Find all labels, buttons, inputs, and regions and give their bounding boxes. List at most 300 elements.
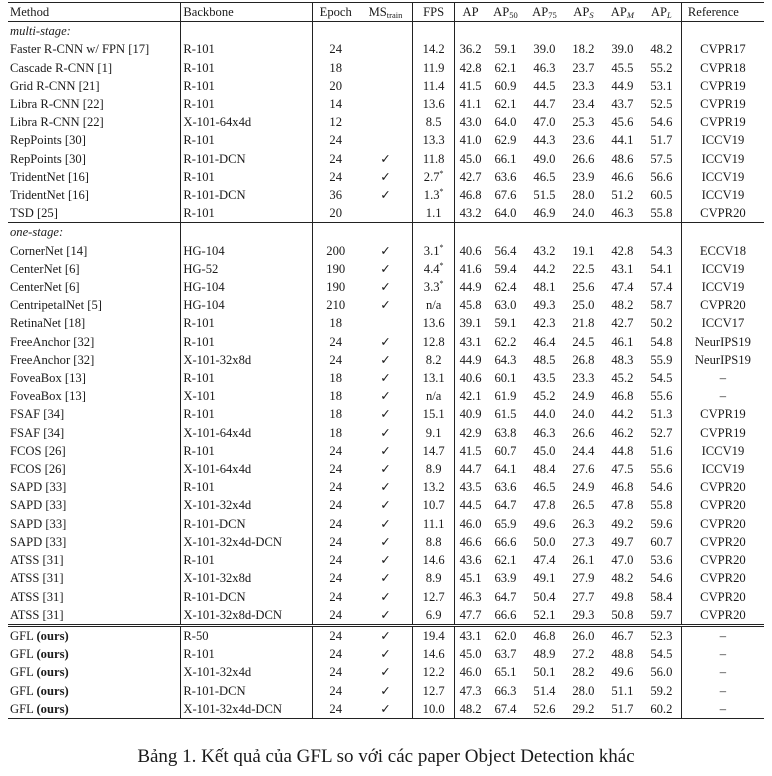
cell-apm: 46.2 bbox=[611, 425, 634, 440]
ours-row bbox=[8, 682, 764, 700]
fps-value: 12.8 bbox=[422, 334, 445, 349]
cell-ap75: 42.3 bbox=[533, 316, 556, 331]
cell-backbone: HG-104 bbox=[181, 242, 312, 260]
cell-fps bbox=[413, 460, 455, 478]
cell-epoch: 18 bbox=[312, 424, 359, 442]
cell-ms-train bbox=[359, 77, 413, 95]
cell-ms-train: ✓ bbox=[380, 462, 391, 477]
cell-ms-train: ✓ bbox=[380, 243, 391, 258]
cell-epoch: 18 bbox=[312, 369, 359, 387]
table-row bbox=[8, 186, 764, 204]
cell-backbone: X-101-32x4d bbox=[181, 663, 312, 681]
cell-ap: 43.5 bbox=[455, 478, 486, 496]
cell-ap: 44.7 bbox=[455, 460, 486, 478]
cell-reference: CVPR17 bbox=[681, 40, 764, 58]
cell-backbone: X-101-64x4d bbox=[181, 113, 312, 131]
cell-method: RepPoints [30] bbox=[10, 151, 86, 166]
cell-backbone: R-101 bbox=[181, 95, 312, 113]
cell-ms-train: ✓ bbox=[380, 261, 391, 276]
cell-aps: 19.1 bbox=[572, 243, 595, 258]
fps-value: 8.9 bbox=[425, 462, 442, 477]
cell-ms-train: ✓ bbox=[380, 151, 391, 166]
cell-ap75: 46.3 bbox=[533, 425, 556, 440]
cell-epoch: 18 bbox=[312, 405, 359, 423]
fps-value: 11.9 bbox=[422, 60, 445, 75]
cell-apm: 44.1 bbox=[611, 133, 634, 148]
table-row bbox=[8, 569, 764, 587]
cell-ms-train: ✓ bbox=[380, 425, 391, 440]
cell-aps: 26.6 bbox=[572, 151, 595, 166]
fps-value: 13.6 bbox=[422, 97, 445, 112]
fps-value: 8.9 bbox=[425, 571, 442, 586]
cell-ap75: 44.5 bbox=[533, 78, 556, 93]
cell-ap50: 64.0 bbox=[494, 206, 517, 221]
cell-method: FSAF [34] bbox=[10, 407, 65, 422]
cell-apl: 58.7 bbox=[650, 298, 673, 313]
cell-ap75: 48.4 bbox=[533, 462, 556, 477]
cell-fps bbox=[413, 625, 455, 645]
cell-method bbox=[8, 700, 181, 719]
cell-apm: 47.4 bbox=[611, 280, 634, 295]
cell-fps bbox=[413, 168, 455, 186]
fps-value: 15.1 bbox=[422, 407, 445, 422]
cell-apl: 59.6 bbox=[650, 516, 673, 531]
cell-ap50: 60.1 bbox=[494, 371, 517, 386]
cell-aps: 23.3 bbox=[572, 78, 595, 93]
cell-reference: – bbox=[681, 663, 764, 681]
cell-ms-train: ✓ bbox=[380, 480, 391, 495]
ours-label: (ours) bbox=[36, 647, 69, 662]
cell-ap50: 66.1 bbox=[494, 151, 517, 166]
cell-backbone: X-101-32x4d bbox=[181, 496, 312, 514]
cell-backbone: R-101 bbox=[181, 314, 312, 332]
cell-backbone: R-101 bbox=[181, 551, 312, 569]
cell-backbone: R-101 bbox=[181, 40, 312, 58]
fps-asterisk: * bbox=[439, 187, 444, 197]
cell-ms-train: ✓ bbox=[380, 407, 391, 422]
cell-epoch: 12 bbox=[312, 113, 359, 131]
table-row bbox=[8, 478, 764, 496]
cell-ap: 42.1 bbox=[455, 387, 486, 405]
cell-ms-train bbox=[359, 40, 413, 58]
header-row bbox=[8, 3, 764, 22]
cell-ap50: 59.4 bbox=[494, 261, 517, 276]
cell-aps: 28.2 bbox=[572, 665, 595, 680]
cell-epoch: 24 bbox=[312, 645, 359, 663]
table-row bbox=[8, 95, 764, 113]
cell-aps: 24.9 bbox=[572, 480, 595, 495]
cell-epoch: 24 bbox=[312, 333, 359, 351]
cell-ms-train: ✓ bbox=[380, 516, 391, 531]
cell-epoch: 36 bbox=[312, 186, 359, 204]
cell-apl: 60.2 bbox=[650, 701, 673, 716]
table-row bbox=[8, 333, 764, 351]
cell-fps bbox=[413, 551, 455, 569]
cell-backbone: R-101-DCN bbox=[181, 682, 312, 700]
cell-ap75: 47.0 bbox=[533, 115, 556, 130]
cell-ap: 45.8 bbox=[455, 296, 486, 314]
cell-ms-train: ✓ bbox=[380, 280, 391, 295]
cell-aps: 24.4 bbox=[572, 443, 595, 458]
cell-fps bbox=[413, 351, 455, 369]
cell-reference: CVPR20 bbox=[681, 496, 764, 514]
cell-fps bbox=[413, 204, 455, 223]
cell-apm: 44.2 bbox=[611, 407, 634, 422]
cell-ap: 46.6 bbox=[455, 533, 486, 551]
cell-reference: CVPR19 bbox=[681, 424, 764, 442]
fps-value: 8.8 bbox=[425, 534, 442, 549]
section-label-row bbox=[8, 223, 764, 242]
cell-reference: ICCV19 bbox=[681, 168, 764, 186]
cell-reference: CVPR18 bbox=[681, 59, 764, 77]
cell-aps: 18.2 bbox=[572, 42, 595, 57]
cell-apl: 54.6 bbox=[650, 115, 673, 130]
cell-apm: 48.2 bbox=[611, 571, 634, 586]
cell-ms-train: ✓ bbox=[380, 298, 391, 313]
cell-ms-train: ✓ bbox=[380, 371, 391, 386]
cell-backbone: R-101 bbox=[181, 442, 312, 460]
cell-epoch: 24 bbox=[312, 533, 359, 551]
section-one-stage bbox=[8, 223, 764, 625]
method-name: GFL bbox=[10, 683, 34, 698]
cell-method: Cascade R-CNN [1] bbox=[10, 60, 113, 75]
cell-apm: 46.8 bbox=[611, 480, 634, 495]
cell-backbone: R-101 bbox=[181, 645, 312, 663]
ours-row bbox=[8, 663, 764, 681]
cell-epoch: 24 bbox=[312, 700, 359, 719]
cell-ms-train: ✓ bbox=[380, 534, 391, 549]
table-row bbox=[8, 424, 764, 442]
cell-fps bbox=[413, 663, 455, 681]
cell-epoch: 24 bbox=[312, 569, 359, 587]
section-ours bbox=[8, 625, 764, 718]
cell-apm: 45.2 bbox=[611, 371, 634, 386]
cell-backbone: R-101 bbox=[181, 204, 312, 223]
cell-ap50: 66.3 bbox=[494, 683, 517, 698]
cell-apl: 54.5 bbox=[650, 371, 673, 386]
cell-ap: 40.6 bbox=[455, 369, 486, 387]
cell-ap50: 64.1 bbox=[494, 462, 517, 477]
cell-apm: 45.5 bbox=[611, 60, 634, 75]
cell-backbone: R-101-DCN bbox=[181, 515, 312, 533]
cell-backbone: X-101-64x4d bbox=[181, 424, 312, 442]
cell-apl: 51.7 bbox=[650, 133, 673, 148]
cell-ap: 36.2 bbox=[455, 40, 486, 58]
cell-ap50: 65.1 bbox=[494, 665, 517, 680]
cell-method: CenterNet [6] bbox=[10, 280, 80, 295]
cell-apm: 46.7 bbox=[611, 628, 634, 643]
cell-ap50: 60.7 bbox=[494, 443, 517, 458]
section-label: multi-stage: bbox=[10, 24, 71, 39]
results-table-container bbox=[8, 2, 764, 719]
cell-ap: 48.2 bbox=[455, 700, 486, 719]
cell-ap: 46.3 bbox=[455, 588, 486, 606]
cell-apl: 50.2 bbox=[650, 316, 673, 331]
cell-reference: CVPR20 bbox=[681, 533, 764, 551]
cell-method: ATSS [31] bbox=[10, 589, 64, 604]
table-row bbox=[8, 260, 764, 278]
cell-epoch: 18 bbox=[312, 314, 359, 332]
cell-apm: 49.6 bbox=[611, 665, 634, 680]
cell-ap: 41.6 bbox=[455, 260, 486, 278]
fps-value: 14.6 bbox=[422, 647, 445, 662]
cell-ap75: 52.1 bbox=[533, 607, 556, 622]
empty-cell bbox=[413, 22, 455, 41]
cell-ap50: 64.3 bbox=[494, 352, 517, 367]
cell-backbone: R-101 bbox=[181, 405, 312, 423]
cell-reference: ICCV17 bbox=[681, 314, 764, 332]
table-row bbox=[8, 551, 764, 569]
empty-cell bbox=[455, 22, 486, 41]
cell-aps: 25.6 bbox=[572, 280, 595, 295]
cell-ap50: 63.6 bbox=[494, 480, 517, 495]
method-name: GFL bbox=[10, 647, 34, 662]
cell-fps bbox=[413, 682, 455, 700]
ours-row bbox=[8, 625, 764, 645]
cell-epoch: 24 bbox=[312, 663, 359, 681]
cell-fps bbox=[413, 40, 455, 58]
table-row bbox=[8, 314, 764, 332]
cell-apl: 52.3 bbox=[650, 628, 673, 643]
cell-ap: 43.0 bbox=[455, 113, 486, 131]
section-multi-stage bbox=[8, 22, 764, 223]
fps-value: 3.1 bbox=[423, 243, 440, 258]
cell-method: CenterNet [6] bbox=[10, 261, 80, 276]
fps-value: 13.1 bbox=[422, 371, 445, 386]
cell-apl: 55.9 bbox=[650, 352, 673, 367]
cell-aps: 23.3 bbox=[572, 371, 595, 386]
cell-apm: 46.6 bbox=[611, 169, 634, 184]
empty-cell bbox=[681, 22, 764, 41]
cell-apm: 44.9 bbox=[611, 78, 634, 93]
cell-ap75: 52.6 bbox=[533, 701, 556, 716]
cell-ap: 43.2 bbox=[455, 204, 486, 223]
cell-method: FCOS [26] bbox=[10, 462, 66, 477]
cell-apm: 51.2 bbox=[611, 188, 634, 203]
cell-aps: 23.9 bbox=[572, 169, 595, 184]
fps-value: 12.7 bbox=[422, 683, 445, 698]
cell-ap: 43.1 bbox=[455, 625, 486, 645]
fps-value: 1.3 bbox=[423, 188, 440, 203]
cell-method: RepPoints [30] bbox=[10, 133, 86, 148]
method-name: GFL bbox=[10, 628, 34, 643]
cell-ap50: 63.0 bbox=[494, 298, 517, 313]
cell-apl: 56.6 bbox=[650, 169, 673, 184]
cell-ap75: 47.4 bbox=[533, 553, 556, 568]
cell-ap75: 43.5 bbox=[533, 371, 556, 386]
cell-ap: 41.1 bbox=[455, 95, 486, 113]
fps-value: 13.3 bbox=[422, 133, 445, 148]
cell-method: CentripetalNet [5] bbox=[10, 298, 102, 313]
cell-ap: 45.0 bbox=[455, 150, 486, 168]
cell-method: SAPD [33] bbox=[10, 534, 67, 549]
table-row bbox=[8, 460, 764, 478]
cell-backbone: R-101 bbox=[181, 333, 312, 351]
cell-epoch: 24 bbox=[312, 168, 359, 186]
cell-epoch: 24 bbox=[312, 40, 359, 58]
fps-value: 11.1 bbox=[422, 516, 445, 531]
header-backbone: Backbone bbox=[181, 3, 312, 22]
ours-row bbox=[8, 700, 764, 719]
cell-ap: 46.0 bbox=[455, 663, 486, 681]
cell-ap50: 61.9 bbox=[494, 389, 517, 404]
table-row bbox=[8, 113, 764, 131]
cell-ms-train: ✓ bbox=[380, 334, 391, 349]
cell-ap50: 63.8 bbox=[494, 425, 517, 440]
header-apm: $AP_M$ bbox=[610, 5, 634, 20]
cell-fps bbox=[413, 496, 455, 514]
fps-value: 10.7 bbox=[422, 498, 445, 513]
cell-aps: 27.3 bbox=[572, 534, 595, 549]
cell-apl: 53.6 bbox=[650, 553, 673, 568]
table-row bbox=[8, 296, 764, 314]
cell-apl: 54.1 bbox=[650, 261, 673, 276]
cell-ms-train bbox=[359, 59, 413, 77]
cell-apm: 42.7 bbox=[611, 316, 634, 331]
cell-method: SAPD [33] bbox=[10, 516, 67, 531]
cell-method: Libra R-CNN [22] bbox=[10, 115, 104, 130]
cell-ap: 44.9 bbox=[455, 351, 486, 369]
cell-epoch: 24 bbox=[312, 496, 359, 514]
cell-ms-train: ✓ bbox=[380, 169, 391, 184]
table-row bbox=[8, 405, 764, 423]
cell-fps bbox=[413, 333, 455, 351]
table-row bbox=[8, 77, 764, 95]
cell-ap75: 46.9 bbox=[533, 206, 556, 221]
cell-ms-train: ✓ bbox=[380, 628, 391, 643]
cell-apm: 44.8 bbox=[611, 443, 634, 458]
cell-ap50: 62.9 bbox=[494, 133, 517, 148]
cell-fps bbox=[413, 442, 455, 460]
fps-value: 8.5 bbox=[425, 115, 442, 130]
cell-ap50: 56.4 bbox=[494, 243, 517, 258]
cell-backbone: HG-52 bbox=[181, 260, 312, 278]
cell-fps bbox=[413, 113, 455, 131]
fps-asterisk: * bbox=[439, 242, 444, 252]
cell-aps: 27.2 bbox=[572, 647, 595, 662]
cell-aps: 23.6 bbox=[572, 133, 595, 148]
table-row bbox=[8, 204, 764, 223]
cell-epoch: 20 bbox=[312, 77, 359, 95]
empty-cell bbox=[413, 223, 455, 242]
empty-cell bbox=[525, 22, 564, 41]
cell-reference: CVPR20 bbox=[681, 478, 764, 496]
cell-aps: 26.5 bbox=[572, 498, 595, 513]
cell-method: RetinaNet [18] bbox=[10, 316, 86, 331]
cell-fps bbox=[413, 405, 455, 423]
fps-value: 11.8 bbox=[422, 151, 445, 166]
cell-apl: 51.6 bbox=[650, 443, 673, 458]
cell-ap75: 49.3 bbox=[533, 298, 556, 313]
cell-apm: 43.7 bbox=[611, 97, 634, 112]
cell-method: FSAF [34] bbox=[10, 425, 65, 440]
cell-backbone: X-101 bbox=[181, 387, 312, 405]
cell-fps bbox=[413, 387, 455, 405]
cell-reference: CVPR20 bbox=[681, 606, 764, 626]
cell-reference: – bbox=[681, 369, 764, 387]
cell-ap50: 62.0 bbox=[494, 628, 517, 643]
cell-reference: ICCV19 bbox=[681, 460, 764, 478]
table-row bbox=[8, 515, 764, 533]
cell-method bbox=[8, 625, 181, 645]
cell-fps bbox=[413, 150, 455, 168]
cell-apl: 55.6 bbox=[650, 389, 673, 404]
cell-reference: CVPR20 bbox=[681, 588, 764, 606]
cell-apl: 54.8 bbox=[650, 334, 673, 349]
cell-ap50: 63.6 bbox=[494, 169, 517, 184]
cell-method: FoveaBox [13] bbox=[10, 389, 86, 404]
cell-ap75: 44.2 bbox=[533, 261, 556, 276]
fps-value: 19.4 bbox=[422, 628, 445, 643]
table-row bbox=[8, 278, 764, 296]
cell-aps: 24.9 bbox=[572, 389, 595, 404]
cell-ap75: 49.0 bbox=[533, 151, 556, 166]
cell-method: ATSS [31] bbox=[10, 607, 64, 622]
header-epoch: Epoch bbox=[312, 3, 359, 22]
cell-ap75: 50.0 bbox=[533, 534, 556, 549]
empty-cell bbox=[525, 223, 564, 242]
cell-apl: 52.7 bbox=[650, 425, 673, 440]
cell-apm: 48.6 bbox=[611, 151, 634, 166]
cell-apm: 51.1 bbox=[611, 683, 634, 698]
cell-epoch: 18 bbox=[312, 59, 359, 77]
cell-apm: 48.2 bbox=[611, 298, 634, 313]
ours-label: (ours) bbox=[36, 701, 69, 716]
cell-reference: ICCV19 bbox=[681, 260, 764, 278]
cell-ap75: 46.4 bbox=[533, 334, 556, 349]
table-caption: Bảng 1. Kết quả của GFL so với các paper Object Detection khác bbox=[137, 746, 635, 767]
cell-ap50: 65.9 bbox=[494, 516, 517, 531]
cell-ap: 40.9 bbox=[455, 405, 486, 423]
cell-epoch: 210 bbox=[312, 296, 359, 314]
header-ms-train: $MS_{train}$ bbox=[368, 5, 403, 20]
cell-backbone: X-101-32x8d bbox=[181, 351, 312, 369]
fps-value: 14.2 bbox=[422, 42, 445, 57]
cell-apm: 45.6 bbox=[611, 115, 634, 130]
cell-ap: 40.6 bbox=[455, 242, 486, 260]
cell-method bbox=[8, 645, 181, 663]
cell-ap75: 51.4 bbox=[533, 683, 556, 698]
fps-value: n/a bbox=[425, 298, 442, 313]
cell-ap75: 43.2 bbox=[533, 243, 556, 258]
cell-backbone: HG-104 bbox=[181, 296, 312, 314]
cell-aps: 24.0 bbox=[572, 206, 595, 221]
empty-cell bbox=[681, 223, 764, 242]
fps-value: 8.2 bbox=[425, 352, 442, 367]
cell-ap50: 62.1 bbox=[494, 97, 517, 112]
cell-ap50: 61.5 bbox=[494, 407, 517, 422]
cell-aps: 24.0 bbox=[572, 407, 595, 422]
cell-ap75: 51.5 bbox=[533, 188, 556, 203]
cell-method: FCOS [26] bbox=[10, 443, 66, 458]
fps-value: 13.6 bbox=[422, 316, 445, 331]
empty-cell bbox=[181, 22, 312, 41]
cell-epoch: 190 bbox=[312, 260, 359, 278]
cell-backbone: R-101 bbox=[181, 77, 312, 95]
cell-reference: ICCV19 bbox=[681, 278, 764, 296]
table-row bbox=[8, 40, 764, 58]
cell-method bbox=[8, 682, 181, 700]
cell-fps bbox=[413, 95, 455, 113]
fps-value: 13.2 bbox=[422, 480, 445, 495]
cell-ms-train: ✓ bbox=[380, 647, 391, 662]
cell-aps: 23.7 bbox=[572, 60, 595, 75]
method-name: GFL bbox=[10, 701, 34, 716]
header-ap: AP bbox=[455, 3, 486, 22]
cell-reference: – bbox=[681, 645, 764, 663]
cell-backbone: R-101 bbox=[181, 168, 312, 186]
cell-aps: 26.3 bbox=[572, 516, 595, 531]
